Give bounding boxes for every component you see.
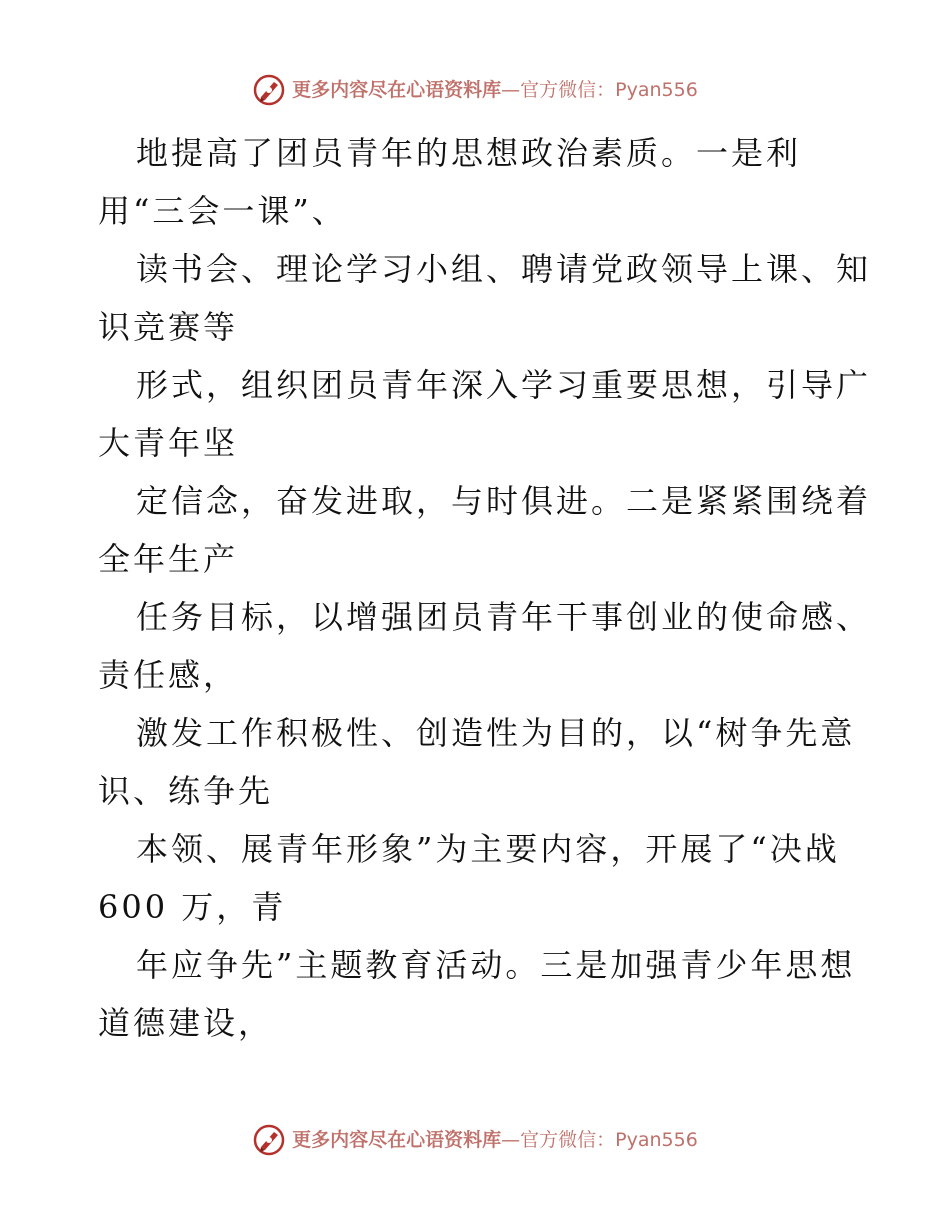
body-line: 本领、展青年形象”为主要内容，开展了“决战 [136, 830, 840, 868]
body-line: 全年生产 [98, 540, 239, 578]
body-line: 大青年坚 [98, 424, 239, 462]
body-line: 激发工作积极性、创造性为目的，以“树争先意 [136, 714, 856, 752]
document-body [98, 124, 872, 1052]
footer-banner [0, 1120, 950, 1160]
pen-seal-icon [252, 73, 286, 107]
header-banner [0, 70, 950, 110]
body-line: 任务目标，以增强团员青年干事创业的使命感、 [136, 598, 872, 636]
footer-banner-text [292, 1128, 698, 1151]
body-line: 责任感， [98, 656, 239, 694]
body-line: 地提高了团员青年的思想政治素质。一是利 [136, 134, 802, 172]
pen-seal-icon [252, 1123, 286, 1157]
body-line: 定信念，奋发进取，与时俱进。二是紧紧围绕着 [136, 482, 872, 520]
body-line: 年应争先”主题教育活动。三是加强青少年思想 [136, 946, 856, 984]
footer-contact: 官方微信：Pyan556 [520, 1128, 698, 1151]
body-line: 600 万，青 [98, 888, 287, 926]
body-line: 用“三会一课”、 [98, 192, 347, 230]
footer-brand: 更多内容尽在心语资料库 [292, 1128, 502, 1151]
body-line: 形式，组织团员青年深入学习重要思想，引导广 [136, 366, 872, 404]
body-line: 道德建设， [98, 1004, 274, 1042]
body-line: 识竞赛等 [98, 308, 239, 346]
footer-separator: — [501, 1128, 521, 1151]
body-line: 识、练争先 [98, 772, 274, 810]
header-separator: — [501, 78, 521, 101]
header-brand: 更多内容尽在心语资料库 [292, 78, 502, 101]
header-banner-text [292, 78, 698, 101]
header-contact: 官方微信：Pyan556 [520, 78, 698, 101]
body-line: 读书会、理论学习小组、聘请党政领导上课、知 [136, 250, 872, 288]
